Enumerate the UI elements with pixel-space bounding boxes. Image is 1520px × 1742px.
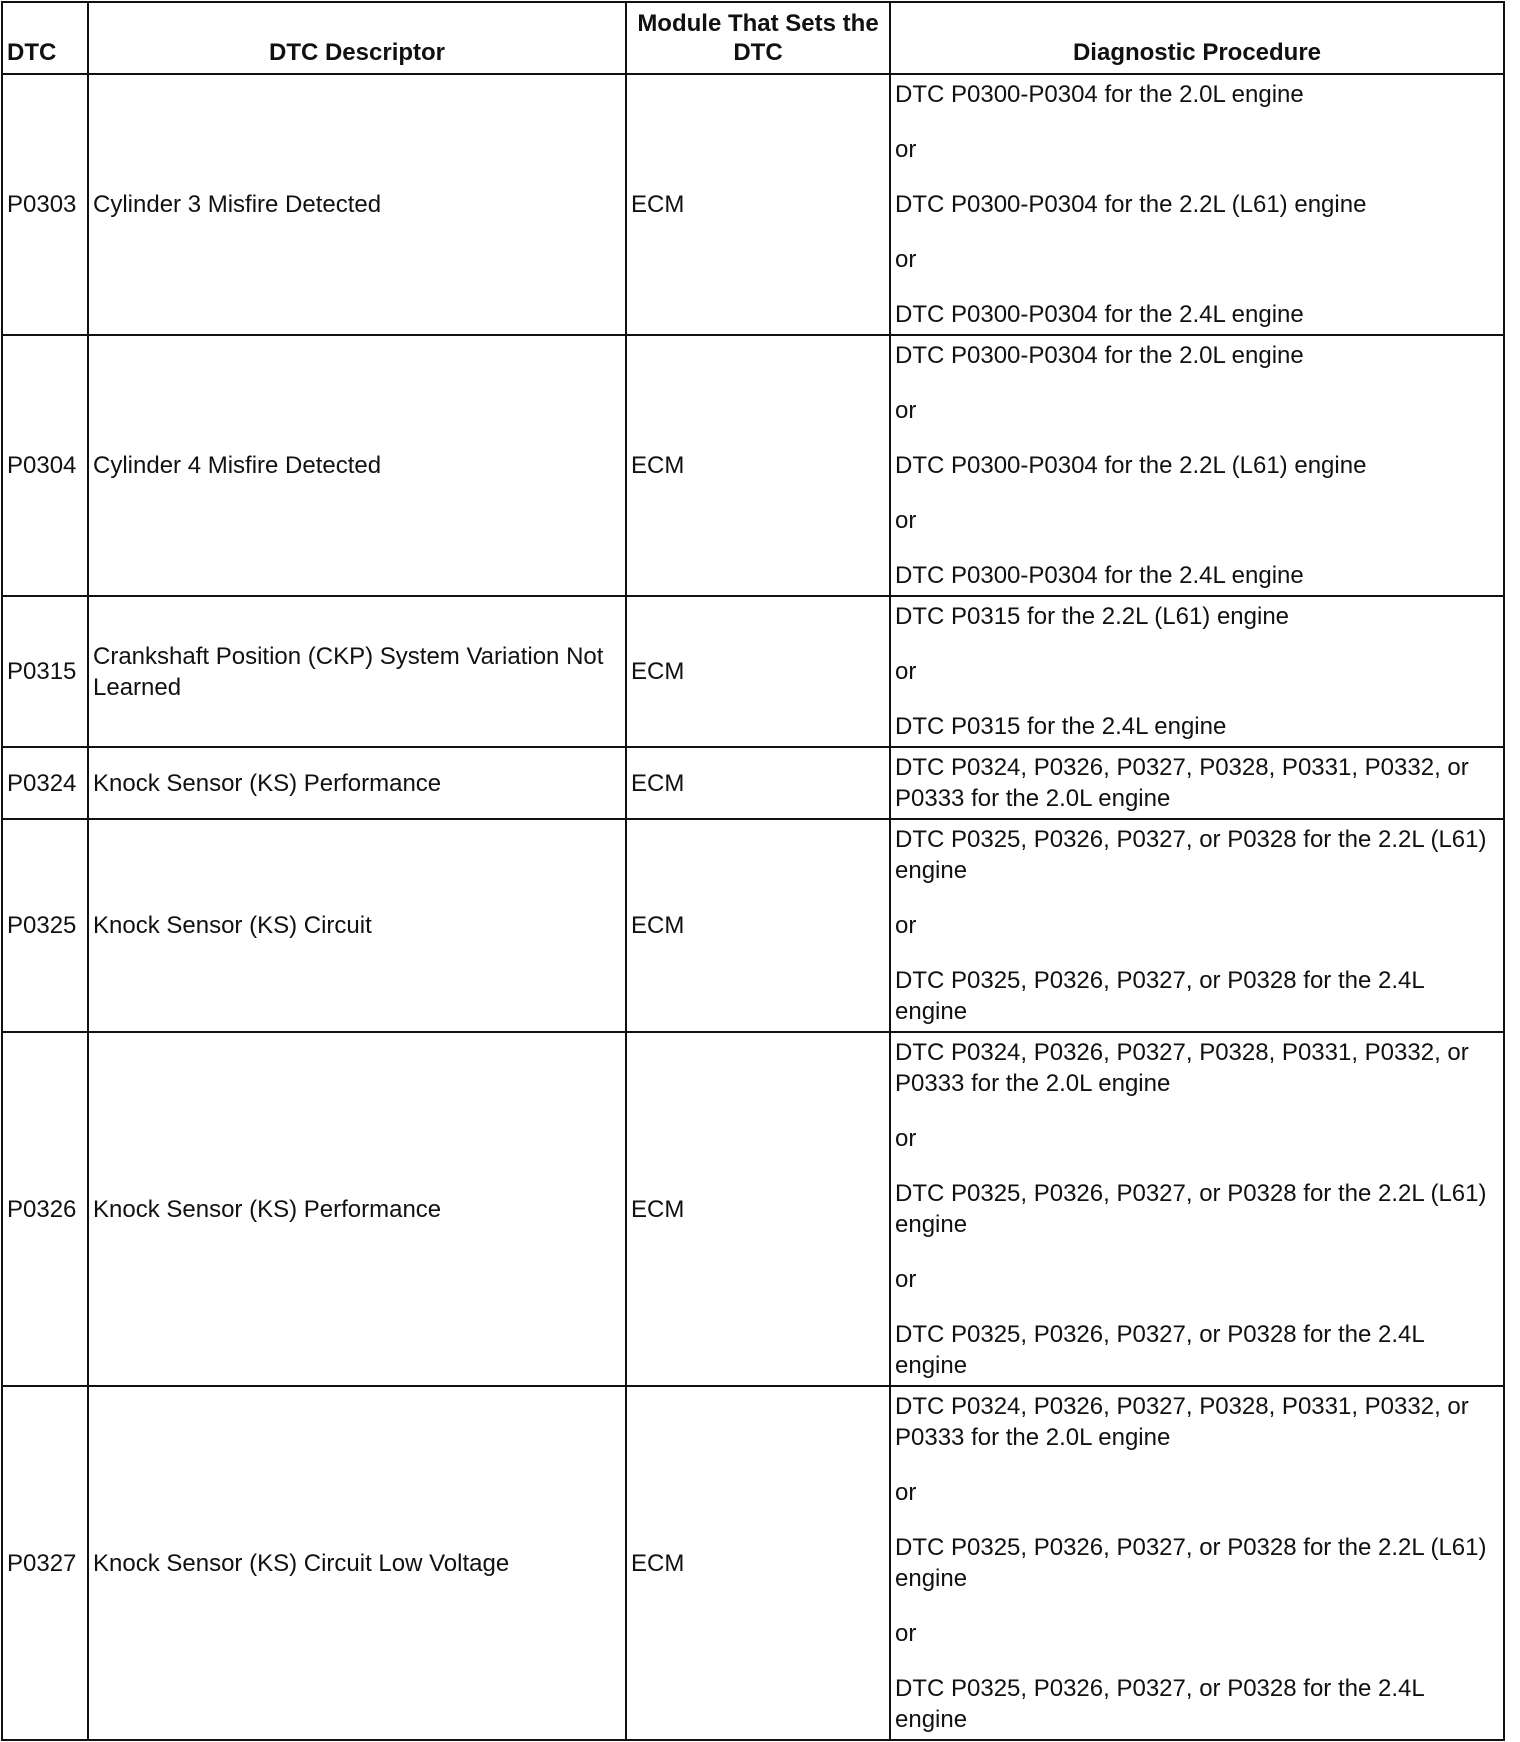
module-cell: ECM — [626, 1386, 890, 1740]
procedure-link: DTC P0315 for the 2.4L engine — [895, 713, 1227, 740]
procedure-link: DTC P0325, P0326, P0327, or P0328 for the 2.2L (L61) engine — [895, 1534, 1487, 1592]
dtc-code-cell: P0304 — [2, 335, 88, 596]
module-cell: ECM — [626, 747, 890, 819]
module-cell: ECM — [626, 819, 890, 1032]
procedure-link: DTC P0300-P0304 for the 2.2L (L61) engine — [895, 191, 1367, 218]
procedure-link: DTC P0300-P0304 for the 2.4L engine — [895, 301, 1304, 328]
table-row — [2, 1032, 1504, 1386]
dtc-code-cell: P0324 — [2, 747, 88, 819]
module-cell: ECM — [626, 74, 890, 335]
table-row — [2, 74, 1504, 335]
diagnostic-procedure-cell — [890, 747, 1504, 819]
dtc-code-cell: P0315 — [2, 596, 88, 747]
header-module: Module That Sets the DTC — [626, 2, 890, 74]
table-body — [2, 74, 1504, 1740]
diagnostic-procedure-cell — [890, 819, 1504, 1032]
header-dtc: DTC — [2, 2, 88, 74]
procedure-link: DTC P0300-P0304 for the 2.0L engine — [895, 342, 1304, 369]
procedure-or-separator: or — [895, 507, 917, 534]
header-procedure: Diagnostic Procedure — [890, 2, 1504, 74]
dtc-code-cell: P0326 — [2, 1032, 88, 1386]
procedure-link: DTC P0325, P0326, P0327, or P0328 for the 2.4L engine — [895, 967, 1424, 1025]
diagnostic-procedure-cell — [890, 1386, 1504, 1740]
procedure-or-separator: or — [895, 397, 917, 424]
procedure-link: DTC P0325, P0326, P0327, or P0328 for the 2.4L engine — [895, 1675, 1424, 1733]
dtc-descriptor-cell: Crankshaft Position (CKP) System Variation Not Learned — [88, 596, 626, 747]
dtc-descriptor-cell: Knock Sensor (KS) Circuit — [88, 819, 626, 1032]
procedure-or-separator: or — [895, 912, 917, 939]
table-row — [2, 747, 1504, 819]
procedure-link: DTC P0324, P0326, P0327, P0328, P0331, P0332, or P0333 for the 2.0L engine — [895, 754, 1469, 812]
table-row — [2, 596, 1504, 747]
procedure-link: DTC P0325, P0326, P0327, or P0328 for the 2.4L engine — [895, 1321, 1424, 1379]
procedure-link: DTC P0300-P0304 for the 2.2L (L61) engine — [895, 452, 1367, 479]
procedure-or-separator: or — [895, 1266, 917, 1293]
procedure-link: DTC P0324, P0326, P0327, P0328, P0331, P0332, or P0333 for the 2.0L engine — [895, 1393, 1469, 1451]
dtc-descriptor-cell: Cylinder 4 Misfire Detected — [88, 335, 626, 596]
table-row — [2, 335, 1504, 596]
module-cell: ECM — [626, 335, 890, 596]
diagnostic-procedure-cell — [890, 1032, 1504, 1386]
dtc-code-cell: P0327 — [2, 1386, 88, 1740]
procedure-link: DTC P0300-P0304 for the 2.4L engine — [895, 562, 1304, 589]
diagnostic-procedure-cell — [890, 335, 1504, 596]
procedure-or-separator: or — [895, 136, 917, 163]
dtc-table — [1, 1, 1505, 1741]
diagnostic-procedure-cell — [890, 596, 1504, 747]
procedure-or-separator: or — [895, 1479, 917, 1506]
dtc-descriptor-cell: Knock Sensor (KS) Performance — [88, 1032, 626, 1386]
header-row — [2, 2, 1504, 74]
dtc-descriptor-cell: Knock Sensor (KS) Performance — [88, 747, 626, 819]
procedure-link: DTC P0325, P0326, P0327, or P0328 for the 2.2L (L61) engine — [895, 826, 1487, 884]
header-descriptor: DTC Descriptor — [88, 2, 626, 74]
procedure-or-separator: or — [895, 1620, 917, 1647]
procedure-or-separator: or — [895, 658, 917, 685]
module-cell: ECM — [626, 1032, 890, 1386]
procedure-or-separator: or — [895, 1125, 917, 1152]
table-row — [2, 1386, 1504, 1740]
table-row — [2, 819, 1504, 1032]
table-header — [2, 2, 1504, 74]
dtc-descriptor-cell: Cylinder 3 Misfire Detected — [88, 74, 626, 335]
procedure-link: DTC P0315 for the 2.2L (L61) engine — [895, 603, 1290, 630]
dtc-table-container — [1, 1, 1503, 1741]
procedure-or-separator: or — [895, 246, 917, 273]
procedure-link: DTC P0300-P0304 for the 2.0L engine — [895, 81, 1304, 108]
procedure-link: DTC P0325, P0326, P0327, or P0328 for the 2.2L (L61) engine — [895, 1180, 1487, 1238]
module-cell: ECM — [626, 596, 890, 747]
dtc-code-cell: P0303 — [2, 74, 88, 335]
dtc-code-cell: P0325 — [2, 819, 88, 1032]
diagnostic-procedure-cell — [890, 74, 1504, 335]
procedure-link: DTC P0324, P0326, P0327, P0328, P0331, P0332, or P0333 for the 2.0L engine — [895, 1039, 1469, 1097]
dtc-descriptor-cell: Knock Sensor (KS) Circuit Low Voltage — [88, 1386, 626, 1740]
